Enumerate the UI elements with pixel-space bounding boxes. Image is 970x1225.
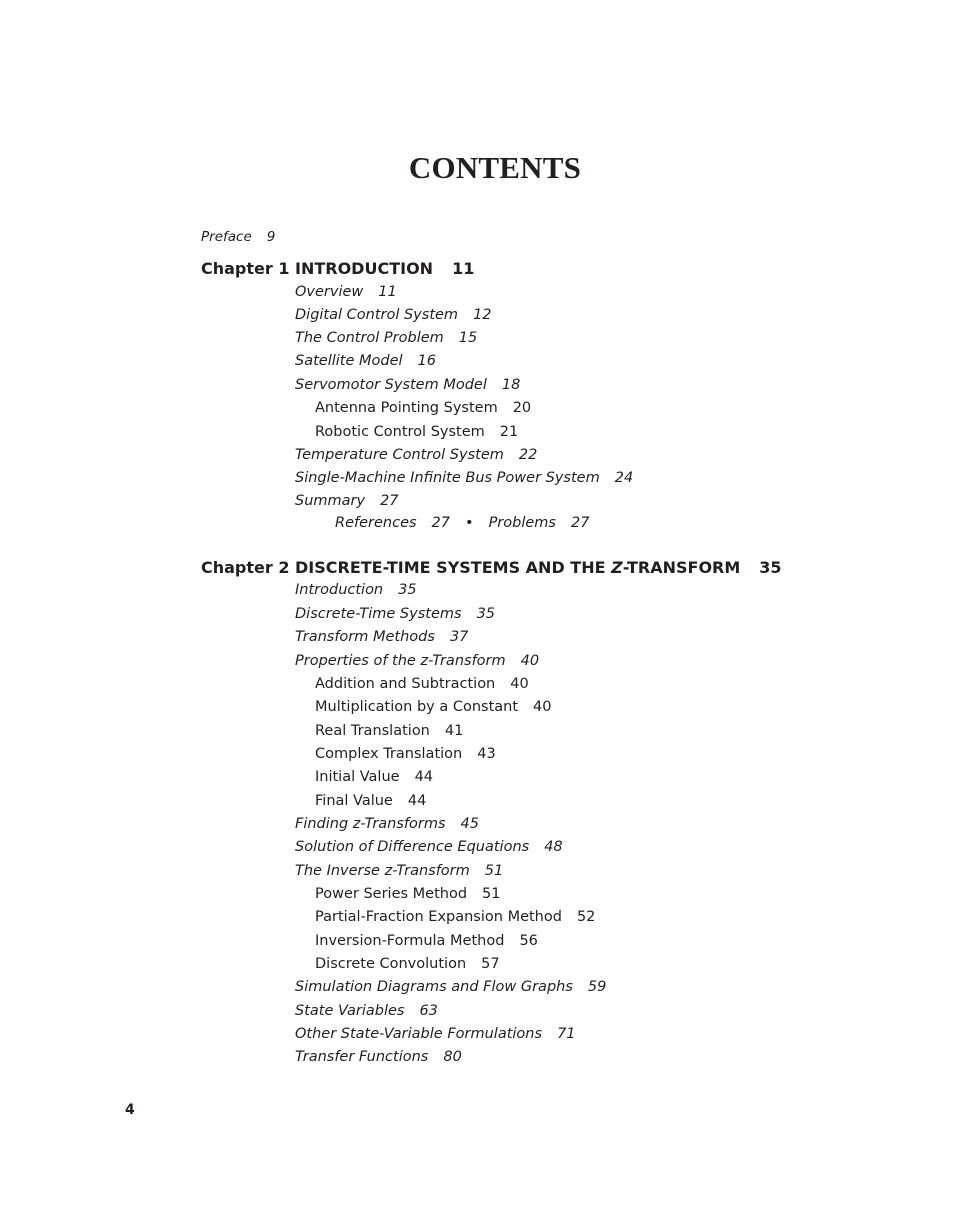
entry-page: 52 [576, 909, 596, 925]
toc-entry [295, 606, 495, 622]
entry-label: Partial-Fraction Expansion Method [315, 909, 562, 925]
entry-page: 41 [444, 723, 464, 739]
toc-subentry [315, 886, 500, 902]
entry-label: Multiplication by a Constant [315, 699, 519, 715]
entry-page: 40 [533, 699, 552, 715]
chapter-page: 11 [452, 259, 475, 278]
toc-subentry [315, 424, 518, 440]
entry-label: Temperature Control System [295, 447, 504, 463]
entry-label: Overview [295, 284, 364, 300]
entry-page: 80 [443, 1049, 462, 1065]
toc-subentry [315, 400, 531, 416]
toc-subentry [315, 933, 538, 949]
chapter-title-z: Z [611, 558, 623, 577]
entry-page: 56 [519, 933, 538, 949]
chapter-title-post: -TRANSFORM [622, 558, 741, 577]
toc-entry [295, 377, 520, 393]
entry-page: 20 [512, 400, 532, 416]
entry-page: 59 [587, 979, 607, 995]
entry-page: 48 [544, 839, 563, 855]
entry-label: Antenna Pointing System [315, 400, 498, 416]
toc-subentry [315, 793, 426, 809]
entry-label: Properties of the z-Transform [295, 653, 506, 669]
entry-page: 51 [484, 863, 504, 879]
entry-label: Final Value [315, 793, 393, 809]
toc-subentry [315, 699, 551, 715]
entry-label: Transfer Functions [295, 1049, 429, 1065]
toc-subentry [315, 676, 529, 692]
entry-page: 37 [449, 629, 469, 645]
references-label: References [335, 515, 417, 531]
entry-page: 45 [460, 816, 479, 832]
toc-entry [295, 582, 417, 598]
entry-page: 43 [477, 746, 496, 762]
toc-entry [295, 1026, 576, 1042]
toc-entry [295, 1049, 462, 1065]
entry-label: Preface [201, 229, 252, 245]
chapter-2-heading [295, 558, 782, 577]
chapter-1-label: Chapter 1 [201, 259, 290, 278]
chapter-title: INTRODUCTION [295, 259, 434, 278]
entry-label: The Inverse z-Transform [295, 863, 470, 879]
entry-page: 9 [266, 229, 276, 245]
entry-label: Inversion-Formula Method [315, 933, 505, 949]
entry-label: Servomotor System Model [295, 377, 487, 393]
toc-entry [295, 816, 479, 832]
entry-page: 22 [518, 447, 538, 463]
toc-subentry [315, 909, 595, 925]
entry-page: 16 [417, 353, 436, 369]
entry-page: 21 [499, 424, 519, 440]
entry-page: 27 [380, 493, 399, 509]
entry-page: 11 [378, 284, 397, 300]
toc-end-matter [335, 515, 589, 531]
toc-entry [295, 653, 539, 669]
entry-page: 12 [473, 307, 492, 323]
entry-label: Solution of Difference Equations [295, 839, 530, 855]
entry-label: Summary [295, 493, 366, 509]
toc-entry [295, 493, 399, 509]
entry-page: 57 [481, 956, 500, 972]
entry-label: Transform Methods [295, 629, 435, 645]
entry-label: Digital Control System [295, 307, 459, 323]
entry-page: 63 [419, 1003, 438, 1019]
toc-subentry [315, 746, 496, 762]
entry-label: Robotic Control System [315, 424, 485, 440]
toc-subentry [315, 956, 500, 972]
page-title: CONTENTS [408, 150, 582, 185]
entry-label: Discrete-Time Systems [295, 606, 462, 622]
entry-label: Finding z-Transforms [295, 816, 446, 832]
entry-page: 35 [476, 606, 496, 622]
entry-label: Complex Translation [315, 746, 463, 762]
entry-label: Introduction [295, 582, 384, 598]
toc-entry [295, 863, 503, 879]
chapter-1-heading [295, 259, 474, 278]
toc-entry [295, 307, 492, 323]
chapter-2-label: Chapter 2 [201, 558, 290, 577]
chapter-page: 35 [759, 558, 782, 577]
entry-label: Other State-Variable Formulations [295, 1026, 543, 1042]
toc-entry [295, 353, 436, 369]
entry-label: Simulation Diagrams and Flow Graphs [295, 979, 573, 995]
toc-entry [295, 1003, 438, 1019]
entry-label: Initial Value [315, 769, 400, 785]
entry-page: 71 [557, 1026, 576, 1042]
entry-page: 15 [458, 330, 478, 346]
entry-page: 35 [398, 582, 417, 598]
entry-page: 51 [482, 886, 501, 902]
entry-page: 40 [520, 653, 540, 669]
page-number: 4 [125, 1102, 135, 1118]
entry-page: 44 [407, 793, 427, 809]
toc-entry-preface [201, 229, 275, 245]
toc-entry [295, 330, 477, 346]
entry-label: Addition and Subtraction [315, 676, 496, 692]
toc-entry [295, 470, 633, 486]
references-page: 27 [431, 515, 450, 531]
toc-subentry [315, 723, 463, 739]
entry-label: Discrete Convolution [315, 956, 467, 972]
entry-label: Satellite Model [295, 353, 403, 369]
toc-entry [295, 979, 606, 995]
entry-label: State Variables [295, 1003, 405, 1019]
problems-page: 27 [570, 515, 590, 531]
toc-entry [295, 629, 468, 645]
entry-page: 40 [510, 676, 529, 692]
toc-subentry [315, 769, 433, 785]
toc-entry [295, 839, 563, 855]
entry-page: 44 [414, 769, 434, 785]
problems-label: Problems [488, 515, 556, 531]
toc-entry [295, 447, 537, 463]
chapter-title-pre: DISCRETE-TIME SYSTEMS AND THE [295, 558, 612, 577]
entry-label: Power Series Method [315, 886, 468, 902]
entry-label: Single-Machine Infinite Bus Power System [295, 470, 600, 486]
bullet-separator: • [465, 515, 474, 531]
entry-label: Real Translation [315, 723, 430, 739]
entry-page: 24 [614, 470, 634, 486]
entry-label: The Control Problem [295, 330, 444, 346]
toc-entry [295, 284, 397, 300]
entry-page: 18 [501, 377, 521, 393]
